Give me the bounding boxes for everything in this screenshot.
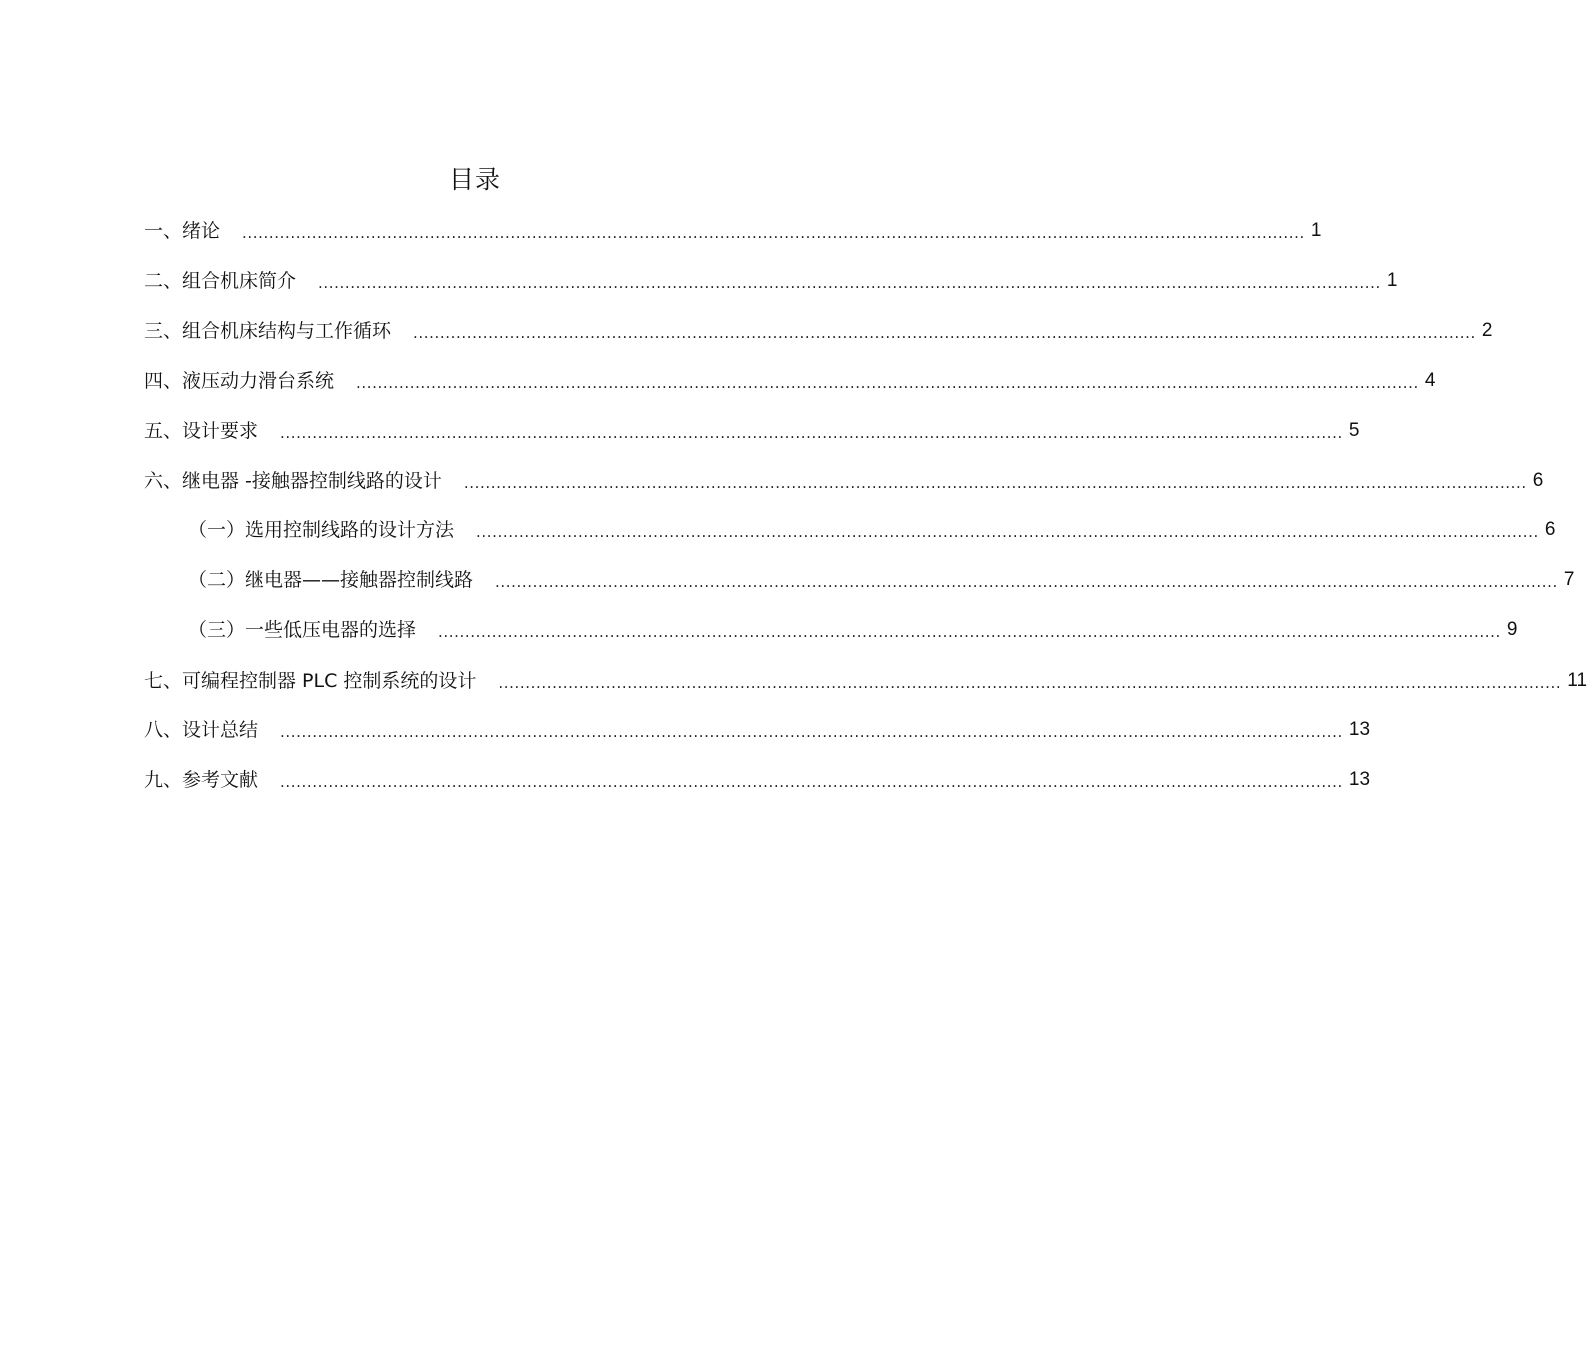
toc-dot-leader: ...................................................................................................................................................................................................... xyxy=(242,224,1305,242)
toc-entry-page: 7 xyxy=(1563,569,1575,590)
toc-entry-page: 1 xyxy=(1386,270,1398,291)
toc-entry-page: 13 xyxy=(1348,719,1371,740)
toc-entry-label: （三）一些低压电器的选择 xyxy=(188,619,417,641)
toc-entry xyxy=(144,266,1398,296)
toc-entry-label: 一、绪论 xyxy=(144,220,221,242)
toc-entry-page: 4 xyxy=(1424,370,1436,391)
toc-dot-leader: ...................................................................................................................................................................................................... xyxy=(463,474,1527,492)
toc-entry-label: 二、组合机床简介 xyxy=(144,270,297,292)
toc-entry xyxy=(144,366,1436,396)
toc-entry-label: （一）选用控制线路的设计方法 xyxy=(188,519,455,541)
toc-entry xyxy=(144,316,1493,346)
toc-entry xyxy=(144,715,1371,745)
toc-entry-label: 五、设计要求 xyxy=(144,420,259,442)
toc-dot-leader: ...................................................................................................................................................................................................... xyxy=(280,424,1343,442)
toc-entry xyxy=(144,216,1322,246)
toc-entry-label: 三、组合机床结构与工作循环 xyxy=(144,320,392,342)
toc-subentry xyxy=(188,515,1556,545)
toc-entry-label: 九、参考文献 xyxy=(144,769,259,791)
toc-subentry xyxy=(188,565,1575,595)
toc-entry-label: 八、设计总结 xyxy=(144,719,259,741)
toc-entry-label: 七、可编程控制器 PLC 控制系统的设计 xyxy=(144,670,477,692)
toc-entry-page: 2 xyxy=(1481,320,1493,341)
toc-dot-leader: ...................................................................................................................................................................................................... xyxy=(476,523,1539,541)
toc-entry-page: 6 xyxy=(1544,519,1556,540)
toc-entry-page: 13 xyxy=(1348,769,1371,790)
toc-entry-page: 11 xyxy=(1567,670,1587,691)
toc-dot-leader: ...................................................................................................................................................................................................... xyxy=(498,674,1562,692)
toc-entry-label: 六、继电器 -接触器控制线路的设计 xyxy=(144,470,442,492)
toc-dot-leader: ...................................................................................................................................................................................................... xyxy=(495,573,1558,591)
toc-entry-label: 四、液压动力滑台系统 xyxy=(144,370,335,392)
toc-entry-page: 6 xyxy=(1532,470,1544,491)
toc-dot-leader: ...................................................................................................................................................................................................... xyxy=(413,324,1476,342)
toc-title: 目录 xyxy=(448,165,501,194)
toc-dot-leader: ...................................................................................................................................................................................................... xyxy=(318,274,1381,292)
toc-dot-leader: ...................................................................................................................................................................................................... xyxy=(280,723,1343,741)
toc-entry-page: 5 xyxy=(1348,420,1360,441)
toc-entry xyxy=(144,765,1371,795)
toc-entry-page: 1 xyxy=(1310,220,1322,241)
toc-dot-leader: ...................................................................................................................................................................................................... xyxy=(280,773,1343,791)
toc-subentry xyxy=(188,615,1518,645)
toc-entry xyxy=(144,466,1544,496)
toc-entry xyxy=(144,666,1587,696)
toc-entry-page: 9 xyxy=(1506,619,1518,640)
toc-entry xyxy=(144,416,1360,446)
toc-dot-leader: ...................................................................................................................................................................................................... xyxy=(438,623,1501,641)
toc-entry-label: （二）继电器——接触器控制线路 xyxy=(188,569,474,591)
toc-dot-leader: ...................................................................................................................................................................................................... xyxy=(356,374,1419,392)
